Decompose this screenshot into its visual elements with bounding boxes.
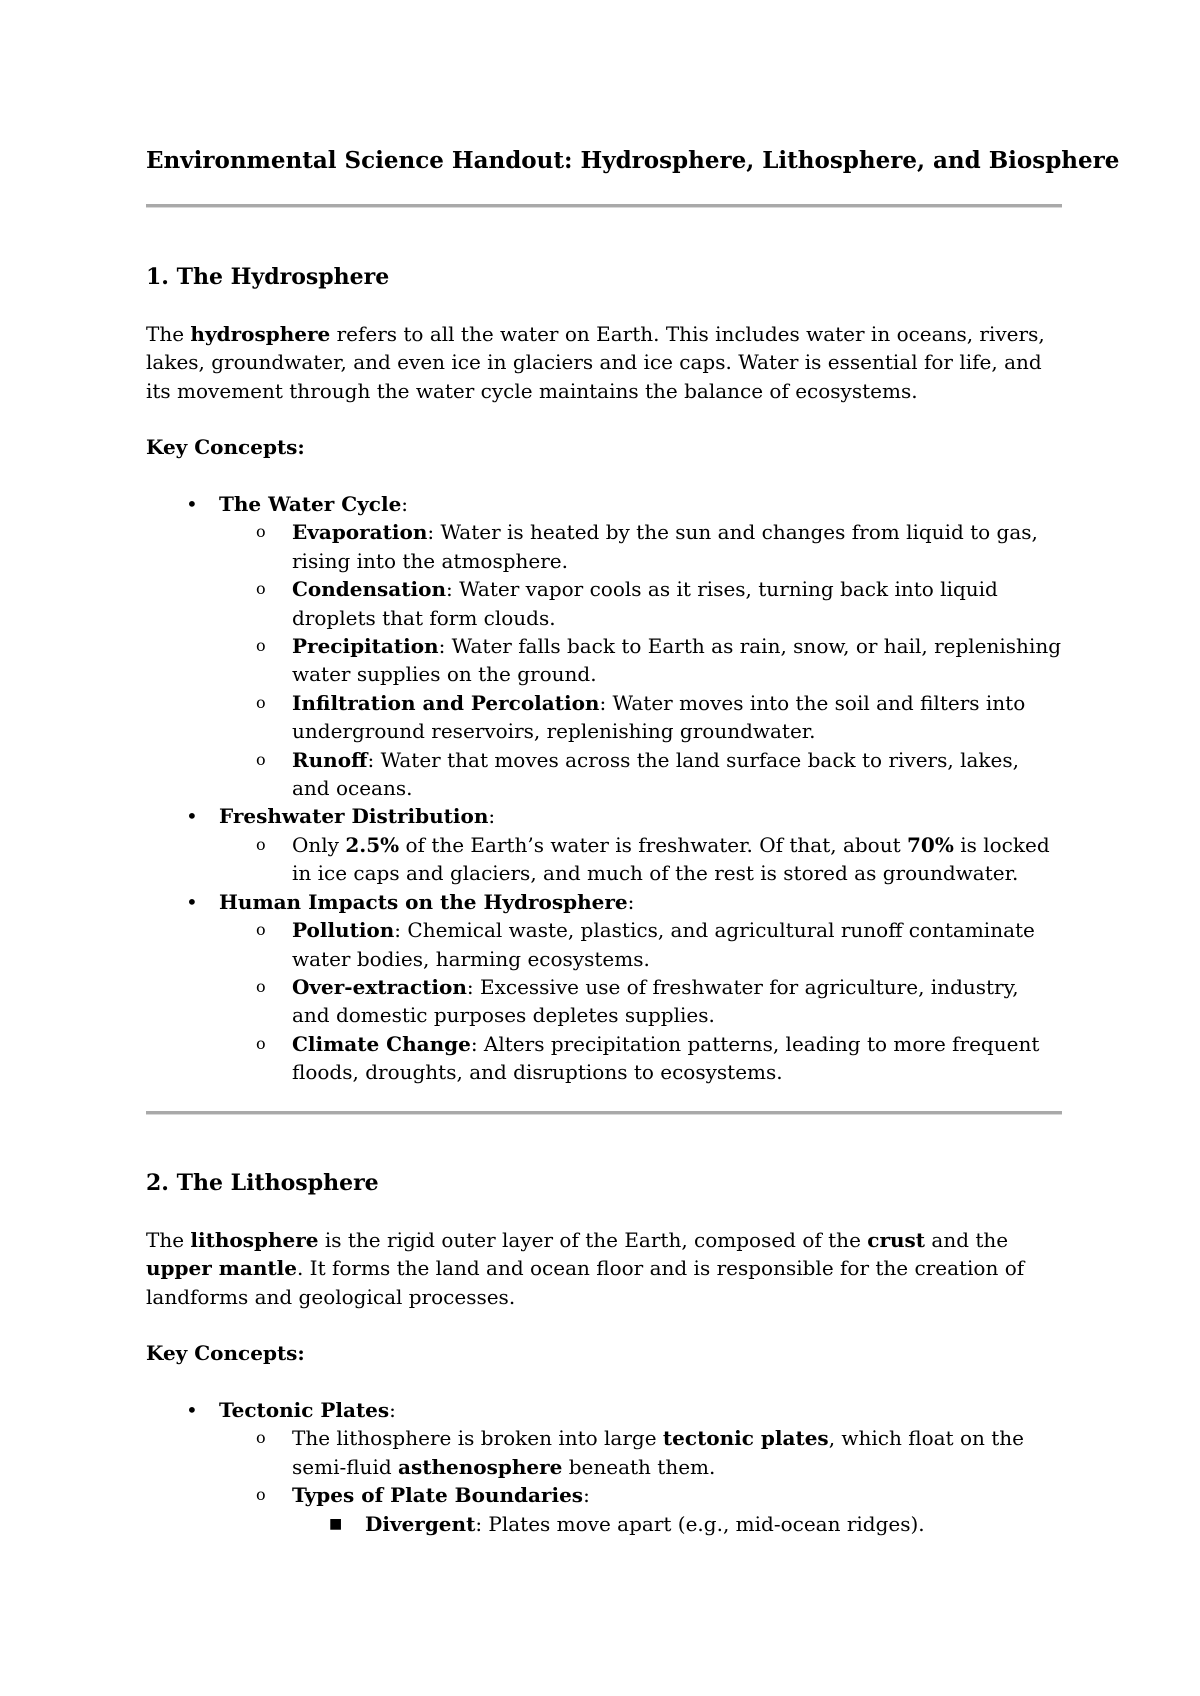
section-heading-lithosphere: 2. The Lithosphere xyxy=(146,1170,379,1196)
section-heading-hydrosphere: 1. The Hydrosphere xyxy=(146,264,390,290)
list-item: o Precipitation: Water falls back to Earth as rain, snow, or hail, replenishing water supplies on the ground. xyxy=(256,634,1062,687)
list-item: o Evaporation: Water is heated by the sun and changes from liquid to gas, rising into the atmosphere. xyxy=(256,520,1038,573)
circle-bullet-icon: o xyxy=(256,636,266,656)
list-item: o Condensation: Water vapor cools as it rises, turning back into liquid droplets that form clouds. xyxy=(256,577,998,630)
list-item: o Runoff: Water that moves across the land surface back to rivers, lakes, and oceans. xyxy=(256,747,1019,801)
circle-bullet-icon: o xyxy=(256,692,266,712)
circle-bullet-icon: o xyxy=(256,834,266,854)
list-item: o Over-extraction: Excessive use of freshwater for agriculture, industry, and domestic purposes depletes supplies. xyxy=(256,974,1019,1028)
list-item: • Tectonic Plates: xyxy=(146,1396,1062,1424)
circle-bullet-icon: o xyxy=(256,976,266,996)
square-bullet-icon: ■ xyxy=(329,1515,343,1532)
lithosphere-intro: The lithosphere is the rigid outer layer of the Earth, composed of the crust and the upper mantle. It forms the land and ocean floor and is responsible for the creation of landforms and geological processes. xyxy=(146,1228,1025,1309)
circle-bullet-icon: o xyxy=(256,749,266,769)
hydrosphere-concepts-list xyxy=(146,490,1062,1087)
circle-bullet-icon: o xyxy=(256,920,266,940)
circle-bullet-icon: o xyxy=(256,522,266,542)
list-item: • Freshwater Distribution: xyxy=(146,802,1062,830)
circle-bullet-icon: o xyxy=(256,579,266,599)
bullet-icon: • xyxy=(186,1398,198,1422)
circle-bullet-icon: o xyxy=(256,1485,266,1505)
list-item: o The lithosphere is broken into large tectonic plates, which float on the semi-fluid asthenosphere beneath them. xyxy=(256,1426,1024,1479)
bullet-icon: • xyxy=(186,804,198,829)
section-divider xyxy=(146,204,1062,208)
bullet-icon: • xyxy=(186,889,198,914)
list-item: • The Water Cycle: xyxy=(146,490,1062,518)
list-item: o Climate Change: Alters precipitation patterns, leading to more frequent floods, droughts, and disruptions to ecosystems. xyxy=(256,1031,1040,1085)
list-item: ■ Divergent: Plates move apart (e.g., mid-ocean ridges). xyxy=(146,1510,1062,1538)
list-item: o Types of Plate Boundaries: xyxy=(146,1481,1062,1509)
bullet-icon: • xyxy=(186,492,198,516)
key-concepts-label: Key Concepts: xyxy=(146,1341,305,1365)
document-title: Environmental Science Handout: Hydrosphere, Lithosphere, and Biosphere xyxy=(146,147,1120,174)
circle-bullet-icon: o xyxy=(256,1428,266,1448)
key-concepts-label: Key Concepts: xyxy=(146,435,305,459)
list-item: o Only 2.5% of the Earth’s water is freshwater. Of that, about 70% is locked in ice caps and glaciers, and much of the rest is stored as groundwater. xyxy=(256,832,1050,886)
hydrosphere-intro: The hydrosphere refers to all the water on Earth. This includes water in oceans, rivers, lakes, groundwater, and even ice in glaciers and ice caps. Water is essential for life, and its movement through the water cycle maintains the balance of ecosystems. xyxy=(146,322,1045,403)
section-divider xyxy=(146,1111,1062,1115)
list-item: o Pollution: Chemical waste, plastics, and agricultural runoff contaminate water bodies, harming ecosystems. xyxy=(256,918,1035,971)
list-item: • Human Impacts on the Hydrosphere: xyxy=(146,888,1062,916)
lithosphere-concepts-list xyxy=(146,1396,1062,1538)
list-item: o Infiltration and Percolation: Water moves into the soil and filters into underground reservoirs, replenishing groundwater. xyxy=(256,690,1026,744)
circle-bullet-icon: o xyxy=(256,1033,266,1053)
